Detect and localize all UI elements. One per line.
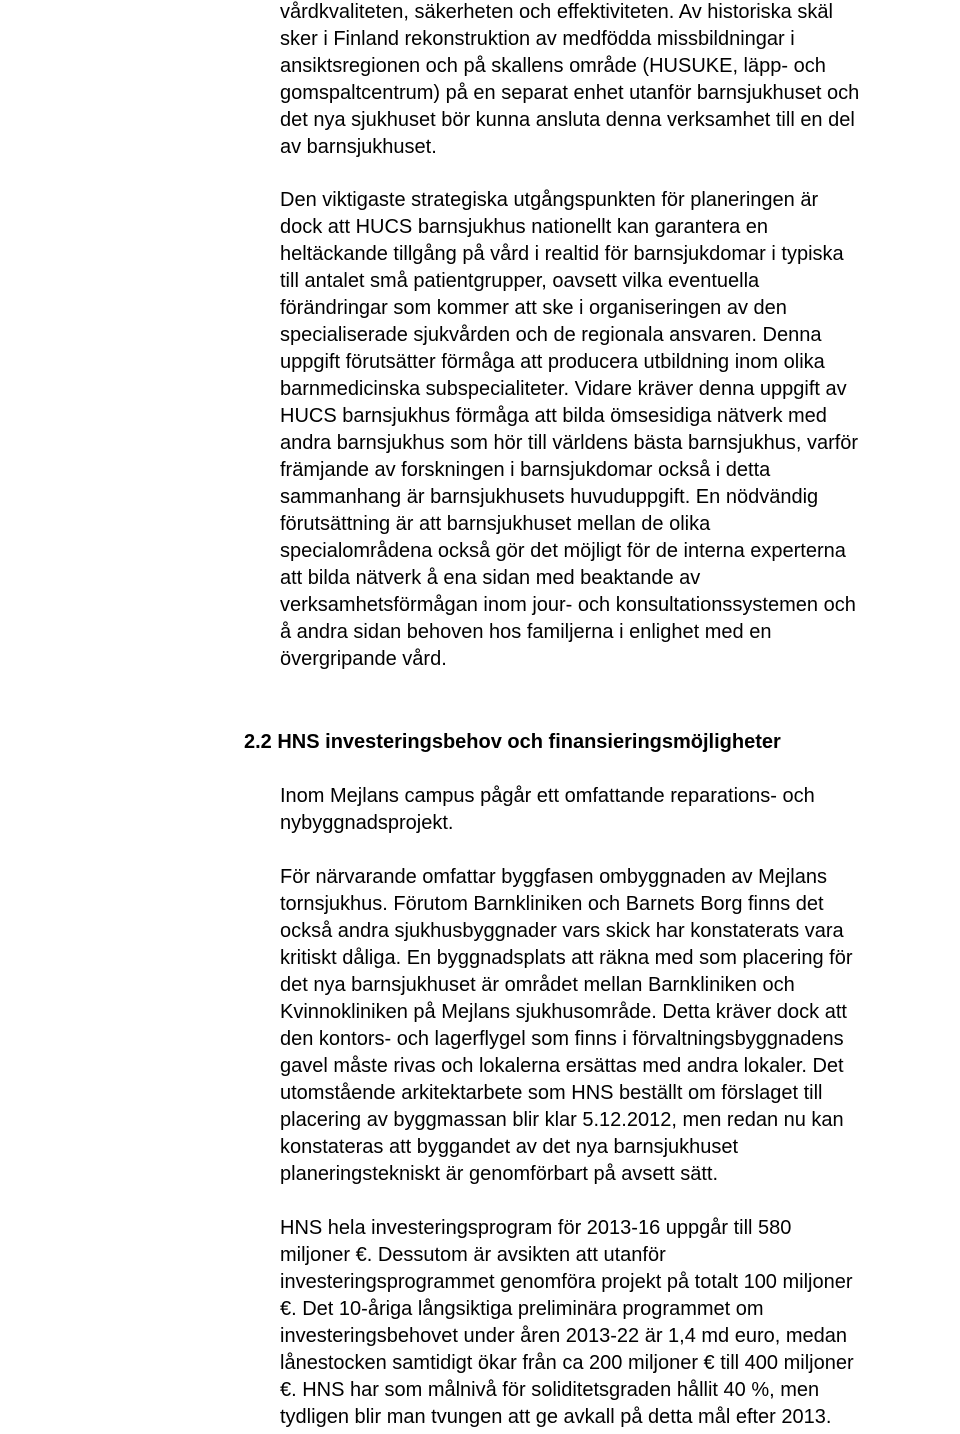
text-line: till antalet små patientgrupper, oavsett vilka eventuella: [280, 270, 760, 292]
text-line: specialiserade sjukvården och de regionala ansvaren. Denna: [280, 324, 822, 346]
text-line: förutsättning är att barnsjukhuset mellan de olika: [280, 513, 711, 535]
text-line: tydligen blir man tvungen att ge avkall på detta mål efter 2013.: [280, 1406, 832, 1428]
text-line: andra barnsjukhus som hör till världens bästa barnsjukhus, varför: [280, 432, 859, 454]
text-line: att bilda nätverk å ena sidan med beaktande av: [280, 567, 701, 589]
text-line: dock att HUCS barnsjukhus nationellt kan garantera en: [280, 216, 769, 238]
text-line: specialområdena också gör det möjligt för de interna experterna: [280, 540, 846, 562]
text-line: Inom Mejlans campus pågår ett omfattande reparations- och: [280, 785, 815, 807]
text-line: det nya barnsjukhuset är området mellan Barnkliniken och: [280, 974, 795, 996]
text-line: Den viktigaste strategiska utgångspunkten för planeringen är: [280, 189, 819, 211]
text-line: å andra sidan behoven hos familjerna i enlighet med en: [280, 621, 772, 643]
text-line: den kontors- och lagerflygel som finns i förvaltningsbyggnadens: [280, 1028, 844, 1050]
text-line: sammanhang är barnsjukhusets huvuduppgift. En nödvändig: [280, 486, 819, 508]
text-line: konstateras att byggandet av det nya barnsjukhuset: [280, 1136, 739, 1158]
text-line: heltäckande tillgång på vård i realtid för barnsjukdomar i typiska: [280, 243, 844, 265]
text-line: gomspaltcentrum) på en separat enhet utanför barnsjukhuset och: [280, 82, 860, 104]
text-line: €. Det 10-åriga långsiktiga preliminära programmet om: [280, 1298, 764, 1320]
text-line: vårdkvaliteten, säkerheten och effektiviteten. Av historiska skäl: [280, 1, 833, 23]
text-line: För närvarande omfattar byggfasen ombyggnaden av Mejlans: [280, 866, 827, 888]
text-line: kritiskt dåliga. En byggnadsplats att räkna med som placering för: [280, 947, 853, 969]
text-line: ansiktsregionen och på skallens område (HUSUKE, läpp- och: [280, 55, 826, 77]
text-line: nybyggnadsprojekt.: [280, 812, 454, 834]
text-line: tornsjukhus. Förutom Barnkliniken och Barnets Borg finns det: [280, 893, 824, 915]
text-line: planeringstekniskt är genomförbart på avsett sätt.: [280, 1163, 719, 1185]
paragraph-strategic-starting-point: [280, 187, 960, 673]
text-line: barnmedicinska subspecialiteter. Vidare kräver denna uppgift av: [280, 378, 847, 400]
paragraph-mejlans-campus: [280, 783, 960, 837]
text-line: utomstående arkitektarbete som HNS beställt om förslaget till: [280, 1082, 823, 1104]
text-line: €. HNS har som målnivå för soliditetsgraden hållit 40 %, men: [280, 1379, 820, 1401]
text-line: HNS hela investeringsprogram för 2013-16 uppgår till 580: [280, 1217, 792, 1239]
text-line: investeringsbehovet under åren 2013-22 är 1,4 md euro, medan: [280, 1325, 848, 1347]
text-line: placering av byggmassan blir klar 5.12.2012, men redan nu kan: [280, 1109, 844, 1131]
paragraph-care-quality: [280, 0, 960, 161]
text-line: övergripande vård.: [280, 648, 447, 670]
text-line: investeringsprogrammet genomföra projekt på totalt 100 miljoner: [280, 1271, 853, 1293]
text-line: Kvinnokliniken på Mejlans sjukhusområde. Detta kräver dock att: [280, 1001, 847, 1023]
text-line: också andra sjukhusbyggnader vars skick har konstaterats vara: [280, 920, 844, 942]
text-line: det nya sjukhuset bör kunna ansluta denna verksamhet till en del: [280, 109, 855, 131]
text-line: lånestocken samtidigt ökar från ca 200 miljoner € till 400 miljoner: [280, 1352, 854, 1374]
text-line: miljoner €. Dessutom är avsikten att utanför: [280, 1244, 666, 1266]
text-line: HUCS barnsjukhus förmåga att bilda ömsesidiga nätverk med: [280, 405, 827, 427]
section-heading: 2.2 HNS investeringsbehov och finansieringsmöjligheter: [244, 731, 781, 753]
text-line: verksamhetsförmågan inom jour- och konsultationssystemen och: [280, 594, 856, 616]
text-line: sker i Finland rekonstruktion av medfödda missbildningar i: [280, 28, 795, 50]
text-line: främjande av forskningen i barnsjukdomar också i detta: [280, 459, 771, 481]
paragraph-construction-phase: [280, 864, 960, 1188]
text-line: uppgift förutsätter förmåga att producera utbildning inom olika: [280, 351, 825, 373]
text-line: gavel måste rivas och lokalerna ersättas med andra lokaler. Det: [280, 1055, 844, 1077]
text-line: förändringar som kommer att ske i organiseringen av den: [280, 297, 787, 319]
paragraph-investment-program: [280, 1215, 960, 1431]
text-line: av barnsjukhuset.: [280, 136, 437, 158]
